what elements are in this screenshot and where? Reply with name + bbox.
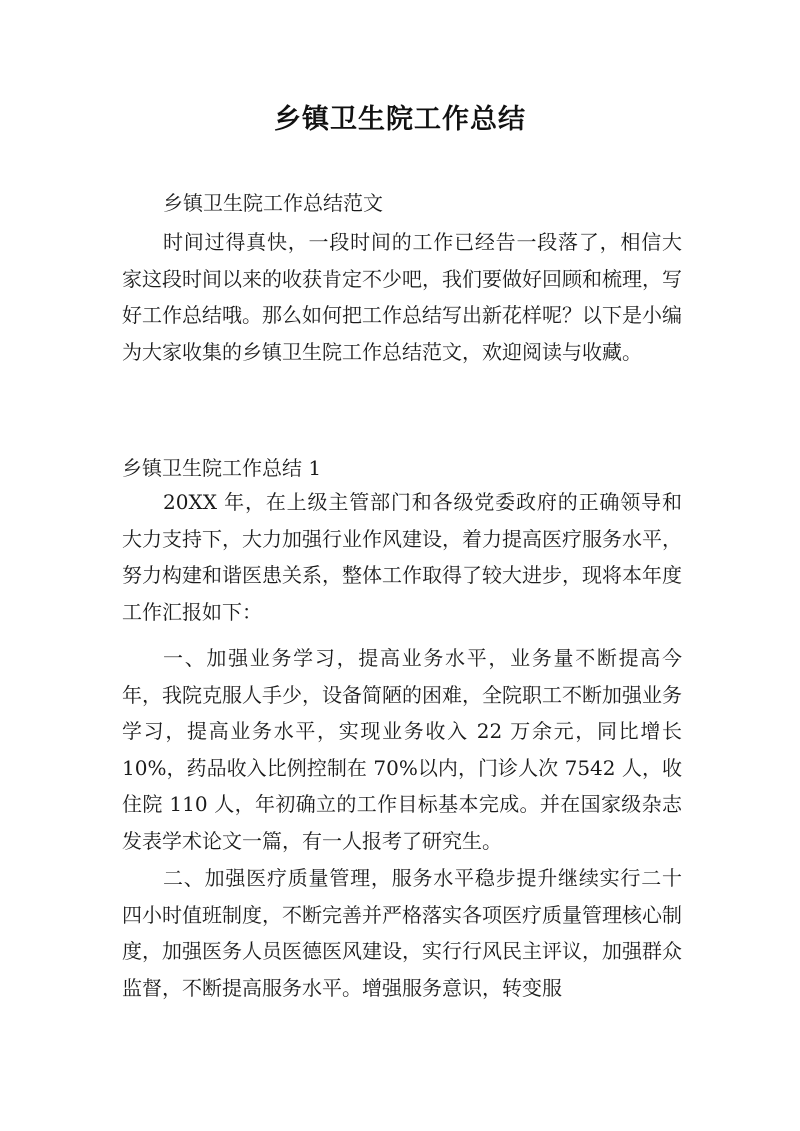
page-title: 乡镇卫生院工作总结 xyxy=(274,104,526,135)
section-heading: 乡镇卫生院工作总结 1 xyxy=(122,456,322,480)
document-subtitle: 乡镇卫生院工作总结范文 xyxy=(163,191,383,215)
body-paragraph-2: 一、加强业务学习，提高业务水平，业务量不断提高今年，我院克服人手少，设备简陋的困难，全院职工不断加强业务学习，提高业务水平，实现业务收入 22 万余元，同比增长 10%，药品收入比例控制在 70%以内，门诊人次 7542 人，收住院 110 人，年初确立的工作目标基本完成。并在国家级杂志发表学术论文一篇，有一人报考了研究生。 xyxy=(122,646,682,853)
intro-paragraph: 时间过得真快，一段时间的工作已经告一段落了，相信大家这段时间以来的收获肯定不少吧，我们要做好回顾和梳理，写好工作总结哦。那么如何把工作总结写出新花样呢？以下是小编为大家收集的乡镇卫生院工作总结范文，欢迎阅读与收藏。 xyxy=(122,230,682,364)
body-paragraph-1: 20XX 年，在上级主管部门和各级党委政府的正确领导和大力支持下，大力加强行业作风建设，着力提高医疗服务水平，努力构建和谐医患关系，整体工作取得了较大进步，现将本年度工作汇报如下： xyxy=(122,490,682,624)
body-paragraph-3: 二、加强医疗质量管理，服务水平稳步提升继续实行二十四小时值班制度，不断完善并严格落实各项医疗质量管理核心制度，加强医务人员医德医风建设，实行行风民主评议，加强群众监督，不断提高服务水平。增强服务意识，转变服 xyxy=(122,866,682,1000)
